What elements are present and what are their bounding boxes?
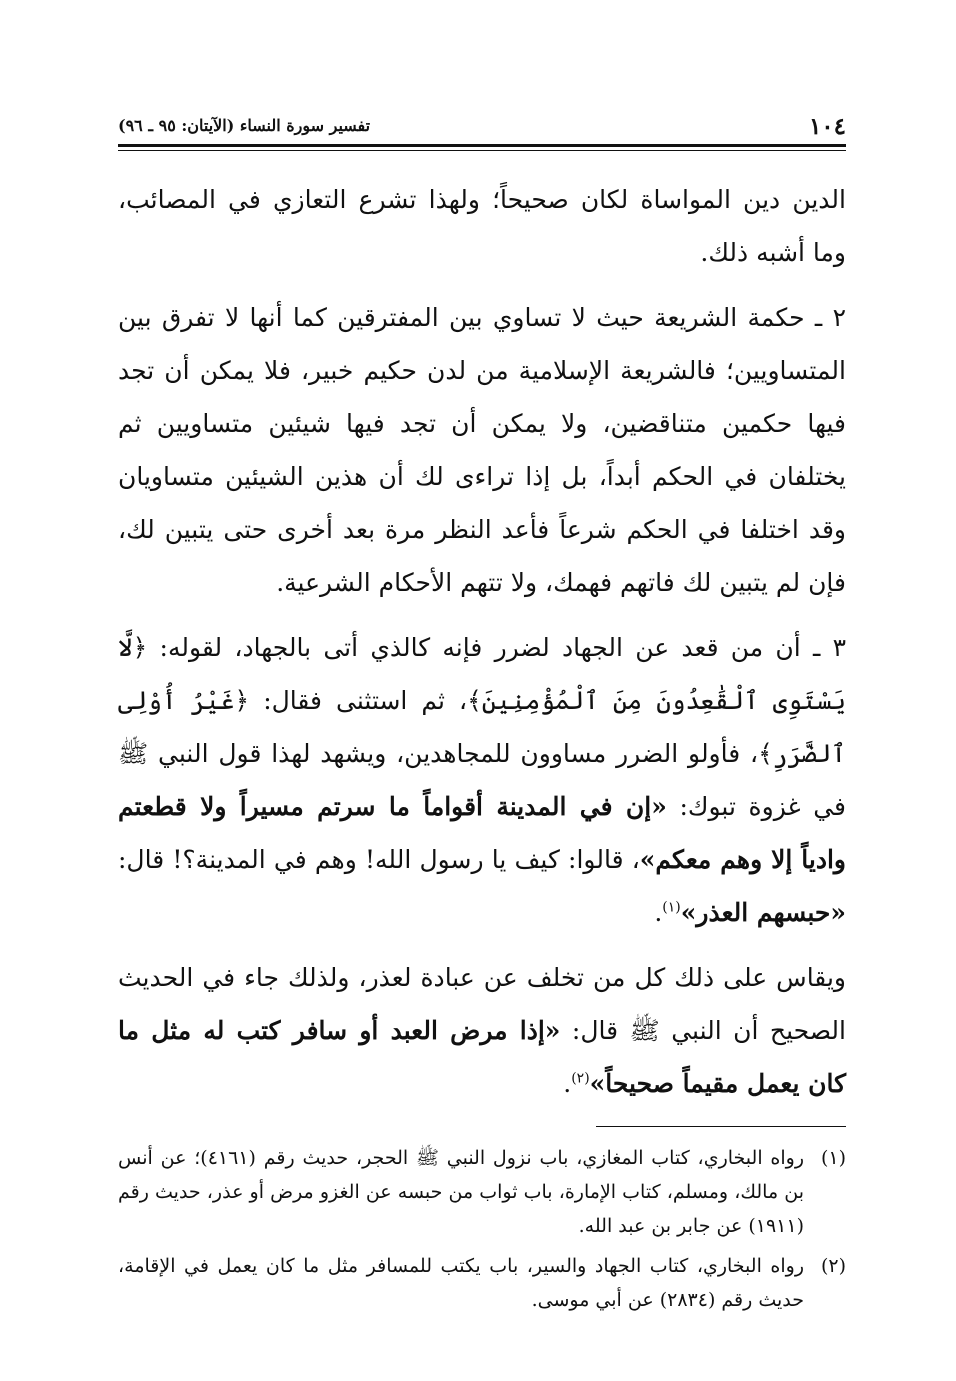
book-page [118,98,846,1323]
paragraph-text: ويقاس على ذلك كل من تخلف عن عبادة لعذر، ولذلك جاء في الحديث الصحيح أن النبي ﷺ قال: [118,963,846,1045]
paragraph-continuation [118,173,846,279]
body-text [118,173,846,1110]
header-title: تفسير سورة النساء (الآيتان: ٩٥ ـ ٩٦) [118,116,371,135]
footnote [118,1249,846,1317]
paragraph-analogy [118,951,846,1110]
quran-verse: ﴿لَّا يَسْتَوِى ٱلْقَٰعِدُونَ مِنَ ٱلْمُؤْمِنِينَ﴾ [118,633,846,715]
paragraph-end: . [563,1069,572,1098]
hadith-quote: «إذا مرض العبد أو سافر كتب له مثل ما كان يعمل مقيماً صحيحاً» [118,1016,846,1098]
paragraph-text: ، فأولو الضرر مساوون للمجاهدين، ويشهد لهذا قول النبي ﷺ في غزوة تبوك: [118,739,846,821]
footnote-rule [596,1126,846,1127]
quran-verse: ﴿غَيْرُ أُوْلِى ٱلضَّرَرِ﴾ [118,686,846,768]
paragraph-text: ٣ ـ أن من قعد عن الجهاد لضرر فإنه كالذي أتى بالجهاد، لقوله: [147,633,846,662]
footnote-reference: (٢) [571,1070,590,1087]
paragraph-end: . [654,898,663,927]
footnote-number: (١) [820,1147,846,1169]
footnote-text: رواه البخاري، كتاب الجهاد والسير، باب يكتب للمسافر مثل ما كان يعمل في الإقامة، حديث رقم (٢٨٣٤) عن أبي موسى. [118,1255,804,1311]
paragraph-point-3 [118,621,846,939]
paragraph-text: ، ثم استثنى فقال: [249,686,468,715]
footnote-text: رواه البخاري، كتاب المغازي، باب نزول النبي ﷺ الحجر، حديث رقم (٤١٦١)؛ عن أنس بن مالك، ومسلم، كتاب الإمارة، باب ثواب من حبسه عن الغزو مرض أو عذر، حديث رقم (١٩١١) عن جابر بن عبد الله. [118,1147,804,1237]
footnote-reference: (١) [662,899,681,916]
hadith-quote: «إن في المدينة أقواماً ما سرتم مسيراً ولا قطعتم وادياً إلا وهم معكم» [118,792,846,874]
footnotes [118,1141,846,1317]
paragraph-text: الدين دين المواساة لكان صحيحاً؛ ولهذا تشرع التعازي في المصائب، وما أشبه ذلك. [118,185,846,267]
paragraph-text: ، قالوا: كيف يا رسول الله! وهم في المدينة؟! قال: [118,845,640,874]
running-header [118,98,846,138]
page-number: ١٠٤ [808,113,846,140]
hadith-quote: «حبسهم العذر» [680,898,846,927]
header-rule [118,144,846,151]
footnote-number: (٢) [820,1255,846,1277]
footnote [118,1141,846,1243]
paragraph-point-2 [118,291,846,609]
paragraph-text: ٢ ـ حكمة الشريعة حيث لا تساوي بين المفترقين كما أنها لا تفرق بين المتساويين؛ فالشريعة الإسلامية من لدن حكيم خبير، فلا يمكن أن تجد فيها حكمين متناقضين، ولا يمكن أن تجد فيها شيئين متساويين ثم يختلفان في الحكم أبداً، بل إذا تراءى لك أن هذين الشيئين متساويان وقد اختلفا في الحكم شرعاً فأعد النظر مرة بعد أخرى حتى يتبين لك، فإن لم يتبين لك فاتهم فهمك، ولا تتهم الأحكام الشرعية. [118,303,846,597]
